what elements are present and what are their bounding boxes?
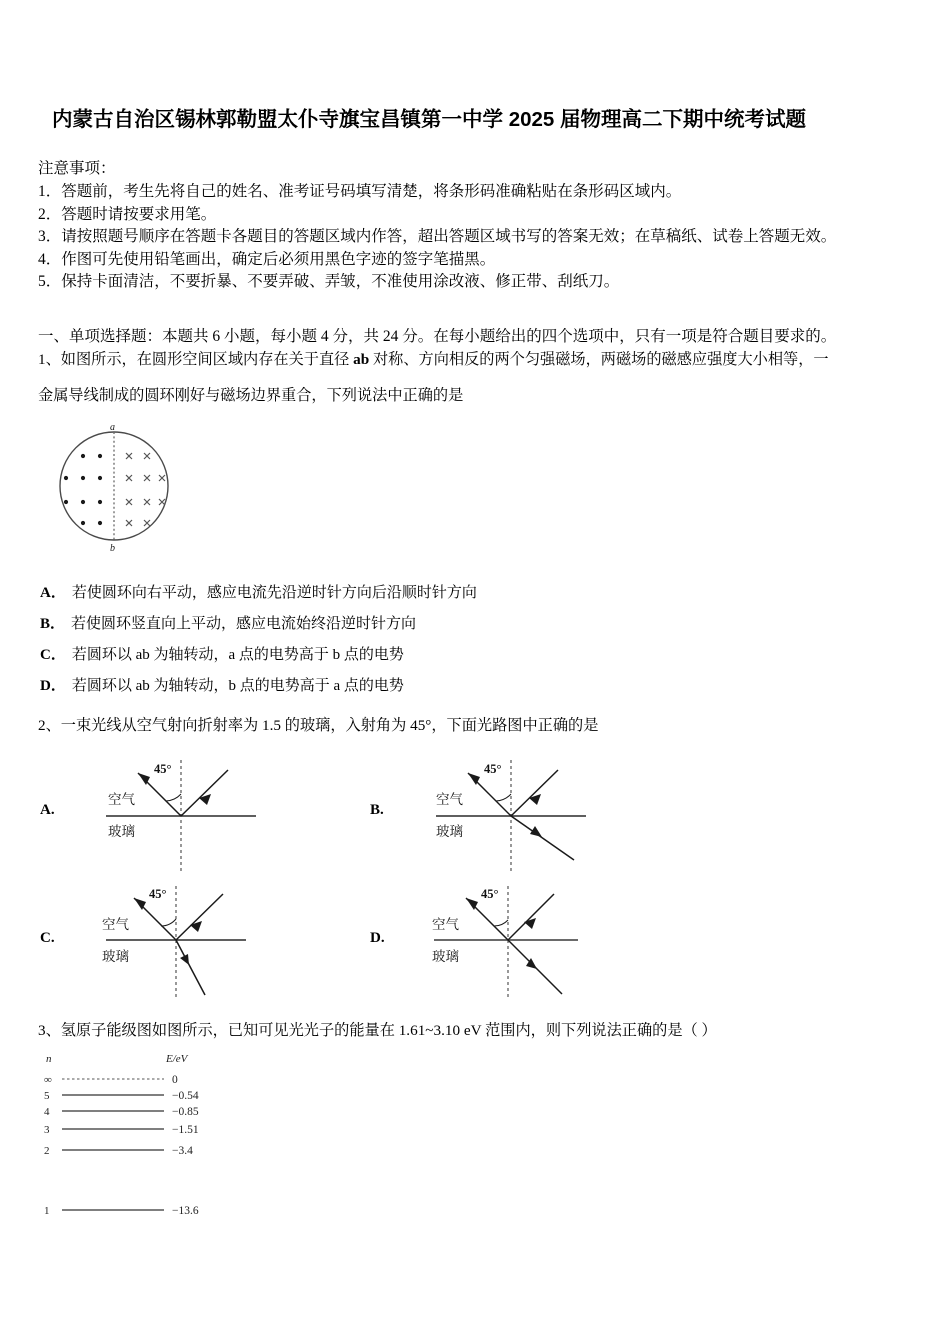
section-heading: 一、单项选择题：本题共 6 小题，每小题 4 分，共 24 分。在每小题给出的四个选项中，只有一项是符合题目要求的。 bbox=[38, 328, 837, 345]
refracted-ray bbox=[511, 816, 574, 860]
field-out-of-page-dots bbox=[64, 454, 102, 525]
question-3-stem: 3、氢原子能级图如图所示，已知可见光光子的能量在 1.61~3.10 eV 范围内，则下列说法正确的是（ ） bbox=[38, 1022, 717, 1039]
option-b-letter: B． bbox=[40, 616, 66, 632]
angle-label: 45° bbox=[154, 762, 172, 776]
option-a-letter: A． bbox=[40, 585, 66, 601]
energy-level-n-infinity-label: ∞ bbox=[44, 1074, 52, 1086]
question-2-stem: 2、一束光线从空气射向折射率为 1.5 的玻璃，入射角为 45°，下面光路图中正确的是 bbox=[38, 717, 599, 734]
upper-medium-label: 空气 bbox=[432, 917, 459, 932]
energy-axis-n-header: n bbox=[46, 1053, 52, 1065]
question-1-option-a[interactable] bbox=[40, 578, 740, 609]
energy-value-n-5: −0.54 bbox=[172, 1090, 199, 1102]
q1-stem-ab-label: ab bbox=[353, 351, 370, 368]
notice-item-1: 1．答题前，考生先将自己的姓名、准考证号码填写清楚，将条形码准确粘贴在条形码区域内。 bbox=[38, 183, 682, 200]
energy-value-n-4: −0.85 bbox=[172, 1106, 199, 1118]
energy-level-n-4-label: 4 bbox=[44, 1106, 50, 1118]
energy-value-n-1: −13.6 bbox=[172, 1205, 199, 1217]
energy-axis-e-header: E/eV bbox=[166, 1053, 188, 1065]
reflected-ray bbox=[181, 770, 228, 816]
question-2-option-figures bbox=[40, 756, 740, 1006]
refracted-ray-arrow bbox=[530, 826, 542, 837]
refracted-ray bbox=[176, 940, 205, 995]
upper-medium-label: 空气 bbox=[108, 792, 135, 807]
lower-medium-label: 玻璃 bbox=[432, 949, 459, 964]
question-1-stem-line-2: 金属导线制成的圆环刚好与磁场边界重合，下列说法中正确的是 bbox=[38, 387, 464, 404]
angle-label: 45° bbox=[149, 887, 167, 901]
optics-option-b-letter: B. bbox=[370, 802, 384, 818]
question-1-stem-line-1 bbox=[38, 349, 938, 371]
option-a-text: 若使圆环向右平动，感应电流先沿逆时针方向后沿顺时针方向 bbox=[71, 585, 477, 601]
angle-arc bbox=[494, 920, 508, 926]
point-b-label: b bbox=[110, 543, 115, 553]
optics-option-d[interactable] bbox=[370, 884, 670, 1004]
energy-level-n-2-label: 2 bbox=[44, 1145, 50, 1157]
q1-stem-part-a: 1、如图所示，在圆形空间区域内存在关于直径 bbox=[38, 351, 354, 368]
upper-medium-label: 空气 bbox=[436, 792, 463, 807]
notice-heading: 注意事项： bbox=[38, 160, 116, 177]
upper-medium-label: 空气 bbox=[102, 917, 129, 932]
angle-arc bbox=[496, 794, 511, 801]
optics-option-a-letter: A. bbox=[40, 802, 55, 818]
angle-arc bbox=[166, 794, 181, 801]
optics-option-b[interactable] bbox=[370, 756, 670, 876]
optics-option-d-letter: D. bbox=[370, 930, 385, 946]
energy-value-n-3: −1.51 bbox=[172, 1124, 199, 1136]
lower-medium-label: 玻璃 bbox=[102, 949, 129, 964]
optics-option-c-letter: C. bbox=[40, 930, 55, 946]
point-a-label: a bbox=[110, 422, 115, 433]
hydrogen-energy-level-diagram bbox=[38, 1046, 248, 1226]
energy-value-n-2: −3.4 bbox=[172, 1145, 193, 1157]
notice-item-2: 2．答题时请按要求用笔。 bbox=[38, 205, 217, 223]
option-c-text: 若圆环以 ab 为轴转动，a 点的电势高于 b 点的电势 bbox=[71, 647, 404, 663]
angle-arc bbox=[161, 919, 176, 926]
optics-option-c[interactable] bbox=[40, 884, 340, 1004]
lower-medium-label: 玻璃 bbox=[108, 824, 135, 839]
notice-item-4: 4．作图可先使用铅笔画出，确定后必须用黑色字迹的签字笔描黑。 bbox=[38, 250, 496, 268]
notice-item-3: 3．请按照题号顺序在答题卡各题目的答题区域内作答，超出答题区域书写的答案无效；在草稿纸、试卷上答题无效。 bbox=[38, 228, 837, 245]
lower-medium-label: 玻璃 bbox=[436, 824, 463, 839]
reflected-ray bbox=[508, 894, 554, 940]
energy-level-n-5-label: 5 bbox=[44, 1090, 50, 1102]
page-title: 内蒙古自治区锡林郭勒盟太仆寺旗宝昌镇第一中学 2025 届物理高二下期中统考试题 bbox=[52, 108, 806, 131]
q1-stem-part-c: 对称、方向相反的两个匀强磁场，两磁场的磁感应强度大小相等，一 bbox=[369, 351, 829, 368]
option-c-letter: C． bbox=[40, 647, 66, 663]
question-1-options bbox=[40, 578, 740, 702]
question-1-option-d[interactable] bbox=[40, 671, 740, 702]
option-d-letter: D． bbox=[40, 678, 66, 694]
energy-level-n-1-label: 1 bbox=[44, 1205, 50, 1217]
circular-magnetic-field-diagram bbox=[52, 418, 182, 553]
question-1-option-b[interactable] bbox=[40, 609, 740, 640]
energy-value-n-infinity: 0 bbox=[172, 1074, 178, 1086]
reflected-ray bbox=[511, 770, 558, 816]
option-d-text: 若圆环以 ab 为轴转动，b 点的电势高于 a 点的电势 bbox=[71, 678, 404, 694]
reflected-ray bbox=[176, 894, 223, 940]
reflected-ray-arrow bbox=[190, 921, 202, 932]
notice-block bbox=[38, 158, 928, 294]
reflected-ray-arrow bbox=[524, 918, 536, 929]
angle-label: 45° bbox=[484, 762, 502, 776]
energy-level-n-3-label: 3 bbox=[44, 1124, 50, 1136]
option-b-text: 若使圆环竖直向上平动，感应电流始终沿逆时针方向 bbox=[71, 616, 417, 632]
question-1-option-c[interactable] bbox=[40, 640, 740, 671]
optics-option-a[interactable] bbox=[40, 756, 340, 876]
angle-label: 45° bbox=[481, 887, 499, 901]
notice-item-5: 5．保持卡面清洁，不要折暴、不要弄破、弄皱，不准使用涂改液、修正带、刮纸刀。 bbox=[38, 273, 620, 290]
